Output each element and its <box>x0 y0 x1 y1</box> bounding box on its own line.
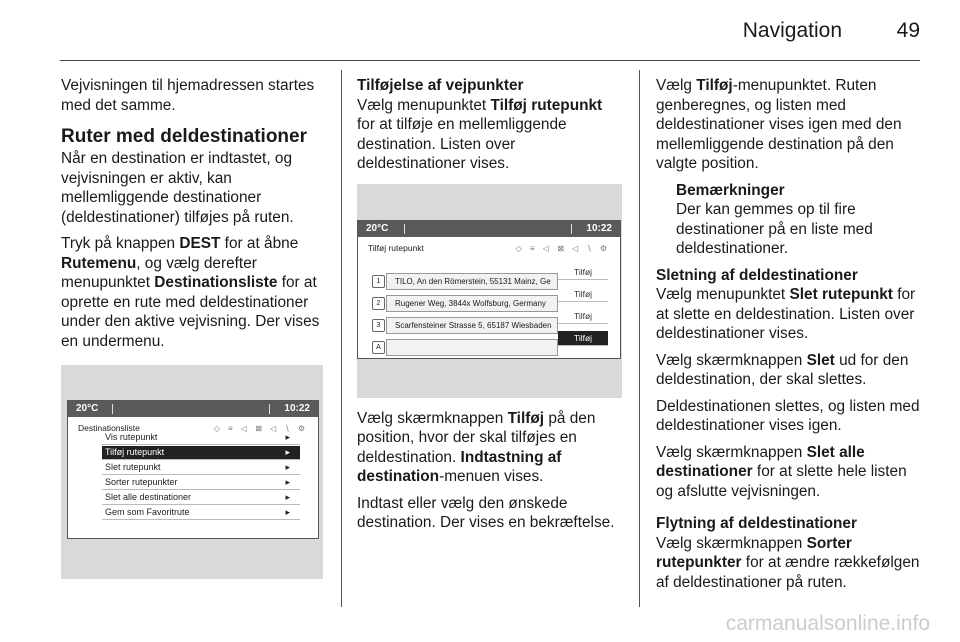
menu-item-label: Slet alle destinationer <box>105 492 192 502</box>
temperature: 20°C <box>366 222 389 234</box>
screen-image-destinationsliste <box>61 365 323 579</box>
screen-title: Destinationsliste <box>78 423 140 433</box>
status-icons: ◇ ≡ ◁ ⊠ ◁ ∖ ⚙ <box>213 424 308 433</box>
chevron-right-icon: ▸ <box>285 507 290 517</box>
page-number: 49 <box>896 19 920 42</box>
menu-item[interactable] <box>102 506 300 520</box>
column-2 <box>357 76 622 540</box>
paragraph: Vælg skærmknappen Sorter rutepunkter for at ændre rækkefølgen af deldestinationer på ruten. <box>656 534 920 591</box>
menu-item[interactable] <box>102 491 300 505</box>
watermark: carmanualsonline.info <box>725 612 930 635</box>
chevron-right-icon: ▸ <box>285 492 290 502</box>
waypoint-label: Scarfensteiner Strasse 5, 65187 Wiesbaden <box>395 320 552 330</box>
note-heading: Bemærkninger <box>676 181 785 199</box>
waypoint-row[interactable] <box>376 273 558 290</box>
section-heading-slet: Sletning af deldestinationer <box>656 266 858 284</box>
section-heading-ruter: Ruter med deldestinationer <box>61 126 307 147</box>
screen-title: Tilføj rutepunkt <box>368 242 424 253</box>
waypoint-number-icon: 2 <box>372 297 385 310</box>
paragraph: Vælg menupunktet Tilføj rutepunkt for at tilføje en mellemliggende destination. Listen over deldestinationer vises. <box>357 96 603 172</box>
menu-item[interactable] <box>102 476 300 490</box>
chevron-right-icon: ▸ <box>285 462 290 472</box>
paragraph: Vejvisningen til hjemadressen startes med det samme. <box>61 77 315 114</box>
waypoint-label: Rugener Weg, 3844x Wolfsburg, Germany <box>395 298 546 308</box>
waypoint-row[interactable] <box>376 295 558 312</box>
status-bar <box>358 221 620 237</box>
waypoint-number-icon: 3 <box>372 319 385 332</box>
column-divider-2 <box>639 70 640 607</box>
header-rule <box>60 60 920 61</box>
status-divider <box>269 404 270 414</box>
chevron-right-icon: ▸ <box>285 447 290 457</box>
section-heading-flyt: Flytning af deldestinationer <box>656 515 857 532</box>
infotainment-screen <box>357 220 621 359</box>
note-block <box>676 181 921 259</box>
paragraph: Vælg skærmknappen Slet alle destinationer for at slette hele listen og afslutte vejvisningen. <box>656 443 907 500</box>
paragraph: Indtast eller vælg den ønskede destination. Der vises en bekræftelse. <box>357 494 615 531</box>
infotainment-screen <box>67 400 319 539</box>
paragraph: Tryk på knappen DEST for at åbne Rutemenu, og vælg derefter menupunktet Destinationsliste for at oprette en rute med deldestinationer under den aktive vejvisning. Der vises en undermenu. <box>61 235 320 350</box>
status-bar <box>68 401 318 417</box>
status-divider <box>571 224 572 234</box>
clock: 10:22 <box>284 403 310 414</box>
status-icons: ◇ ≡ ◁ ⊠ ◁ ∖ ⚙ <box>515 243 610 253</box>
status-divider <box>112 404 113 414</box>
menu-item-label: Vis rutepunkt <box>105 432 158 442</box>
menu-item[interactable] <box>102 461 300 475</box>
paragraph: Vælg menupunktet Slet rutepunkt for at slette en deldestination. Listen over deldestinationer vises. <box>656 286 916 342</box>
waypoint-label: TILO, An den Römerstein, 55131 Mainz, Ge <box>395 276 551 286</box>
menu-item-label: Gem som Favoritrute <box>105 507 190 517</box>
paragraph: Vælg skærmknappen Slet ud for den deldestination, der skal slettes. <box>656 351 909 388</box>
menu-item[interactable] <box>102 446 300 460</box>
waypoint-number-icon: 1 <box>372 275 385 288</box>
paragraph: Vælg skærmknappen Tilføj på den position, hvor der skal tilføjes en deldestination. Indtastning af destination-menuen vises. <box>357 409 596 485</box>
status-divider <box>404 224 405 234</box>
note-text: Der kan gemmes op til fire destinationer på en liste med deldestinationer. <box>676 201 873 257</box>
menu-item-label: Slet rutepunkt <box>105 462 161 472</box>
add-waypoint-button[interactable]: Tilføj <box>558 287 608 302</box>
add-waypoint-button[interactable]: Tilføj <box>558 265 608 280</box>
column-3 <box>656 76 921 599</box>
waypoint-number-icon: A <box>372 341 385 354</box>
menu-item-label: Sorter rutepunkter <box>105 477 178 487</box>
paragraph: Deldestinationen slettes, og listen med deldestinationer vises igen. <box>656 397 920 434</box>
header-title: Navigation <box>742 19 842 42</box>
temperature: 20°C <box>76 403 99 414</box>
menu-item-label: Tilføj rutepunkt <box>105 447 165 457</box>
chevron-right-icon: ▸ <box>285 432 290 442</box>
screen-image-tilfoj-rutepunkt <box>357 184 622 398</box>
add-waypoint-button[interactable]: Tilføj <box>558 309 608 324</box>
waypoint-row[interactable] <box>376 317 558 334</box>
clock: 10:22 <box>586 222 612 234</box>
section-heading-tilfoj: Tilføjelse af vejpunkter <box>357 77 524 94</box>
paragraph: Vælg Tilføj-menupunktet. Ruten genberegnes, og listen med deldestinationer vises igen med den mellemliggende destination på den valgte position. <box>656 77 902 172</box>
menu-item[interactable] <box>102 431 300 445</box>
add-waypoint-button[interactable]: Tilføj <box>558 331 608 346</box>
waypoint-row[interactable] <box>376 339 558 356</box>
paragraph: Når en destination er indtastet, og vejvisningen er aktiv, kan mellemliggende destinationer (deldestinationer) tilføjes på ruten. <box>61 150 294 226</box>
chevron-right-icon: ▸ <box>285 477 290 487</box>
column-1 <box>61 76 323 590</box>
column-divider-1 <box>341 70 342 607</box>
